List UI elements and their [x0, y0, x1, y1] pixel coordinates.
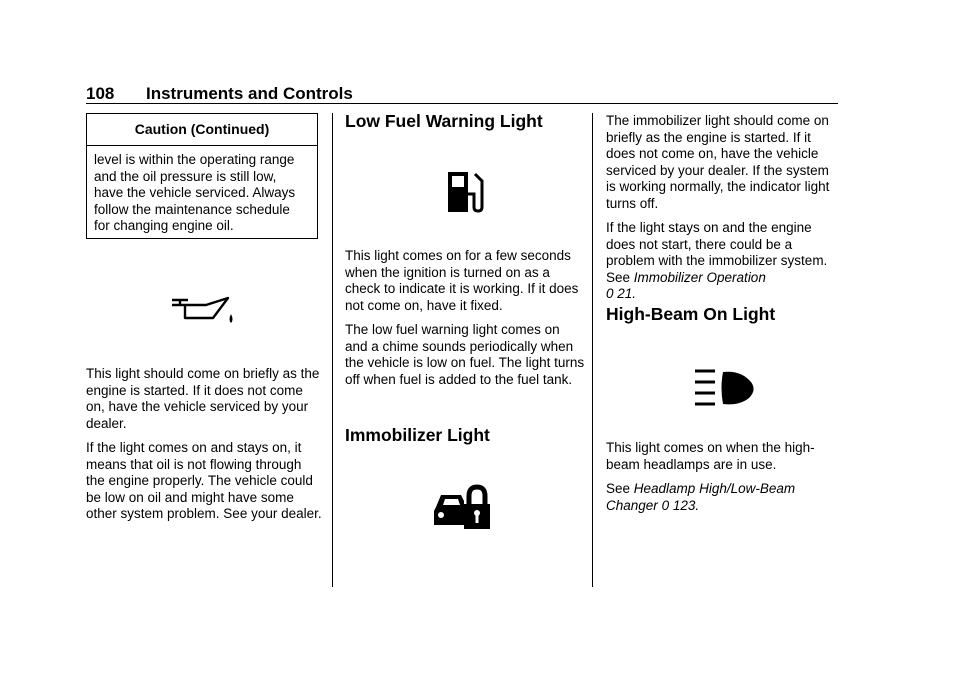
- heading-low-fuel: Low Fuel Warning Light: [345, 111, 543, 131]
- high-beam-page-ref[interactable]: 0 123.: [661, 497, 700, 513]
- immobilizer-text: [606, 113, 838, 311]
- low-fuel-para-1: This light comes on for a few seconds when the ignition is turned on as a check to indicate it is working. If it does not come on, have it fixed.: [345, 248, 579, 313]
- car-padlock-icon: [432, 483, 494, 531]
- high-beam-icon: [693, 368, 759, 408]
- immobilizer-page-ref[interactable]: 0 21.: [606, 286, 637, 301]
- low-fuel-para-2: The low fuel warning light comes on and a chime sounds periodically when the vehicle is low on fuel. The light turns off when fuel is added to the fuel tank.: [345, 322, 585, 387]
- heading-immobilizer: Immobilizer Light: [345, 425, 490, 445]
- low-fuel-text: [345, 248, 585, 396]
- fuel-pump-icon: [446, 170, 488, 216]
- section-title: Instruments and Controls: [146, 84, 353, 103]
- caution-title: Caution (Continued): [87, 114, 317, 146]
- high-beam-para-1: This light comes on when the high-beam headlamps are in use.: [606, 440, 815, 472]
- column-divider-1: [332, 113, 333, 587]
- oil-para-2: If the light comes on and stays on, it means that oil is not flowing through the engine properly. The vehicle could be low on oil and might have some other system problem. See your dealer.: [86, 440, 322, 521]
- caution-box: [86, 113, 318, 239]
- high-beam-para-2: See Headlamp High/Low-Beam Changer 0 123.: [606, 481, 796, 513]
- page-number: 108: [86, 84, 115, 103]
- immobilizer-para-2: If the light stays on and the engine does not start, there could be a problem with the immobilizer system. See Immobilizer Operation 0 21.: [606, 220, 828, 301]
- high-beam-text: [606, 440, 838, 522]
- immobilizer-reference-link[interactable]: Immobilizer Operation: [633, 269, 766, 285]
- oil-can-icon: [170, 295, 236, 331]
- caution-text: level is within the operating range and the oil pressure is still low, have the vehicle serviced. Always follow the maintenance schedule for changing engine oil.: [94, 152, 296, 233]
- column-divider-2: [592, 113, 593, 587]
- header-rule: [86, 103, 838, 104]
- page-header: [86, 84, 353, 104]
- oil-light-text: [86, 366, 322, 531]
- heading-high-beam: High-Beam On Light: [606, 304, 776, 324]
- high-beam-reference-link[interactable]: Headlamp High/Low-Beam Changer: [606, 481, 796, 513]
- oil-para-1: This light should come on briefly as the engine is started. If it does not come on, have the vehicle serviced by your dealer.: [86, 366, 320, 431]
- immobilizer-para-1: The immobilizer light should come on briefly as the engine is started. If it does not come on, have the vehicle serviced by your dealer. If the system is working normally, the indicator light turns off.: [606, 113, 830, 211]
